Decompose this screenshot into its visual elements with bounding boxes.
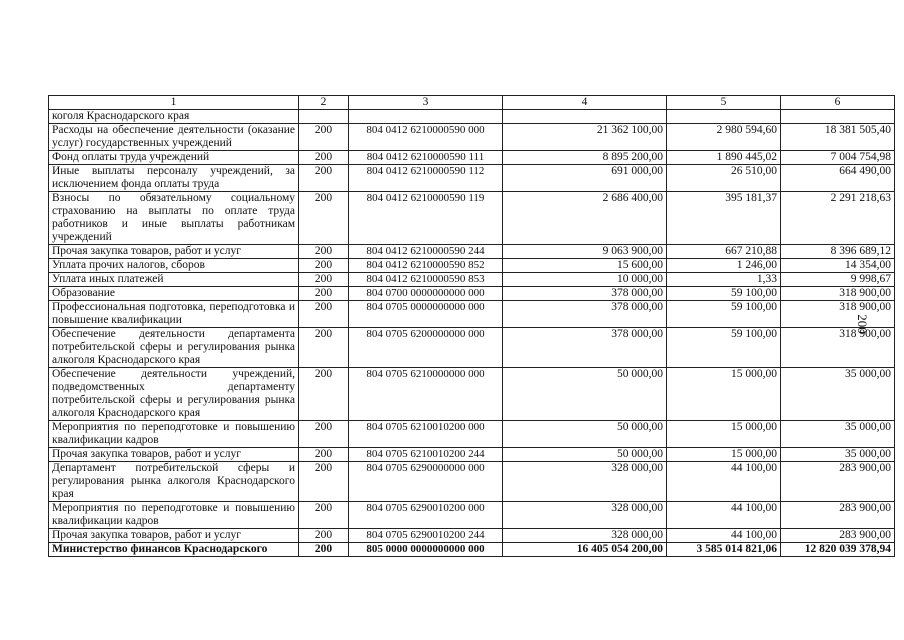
row-code-cell: 200 [299, 273, 349, 287]
row-value-col5: 26 510,00 [667, 165, 781, 192]
row-kbk-cell [349, 110, 503, 124]
row-code-cell: 200 [299, 192, 349, 245]
row-kbk-cell: 804 0705 6290010200 244 [349, 529, 503, 543]
row-value-col6: 7 004 754,98 [781, 151, 895, 165]
header-cell-col6: 6 [781, 96, 895, 110]
row-code-cell: 200 [299, 368, 349, 421]
table-row [49, 448, 895, 462]
header-cell-col5: 5 [667, 96, 781, 110]
row-value-col6: 35 000,00 [781, 368, 895, 421]
row-value-col5: 44 100,00 [667, 502, 781, 529]
row-value-col4: 378 000,00 [503, 287, 667, 301]
row-code-cell: 200 [299, 529, 349, 543]
row-kbk-cell: 804 0412 6210000590 112 [349, 165, 503, 192]
row-value-col5: 3 585 014 821,06 [667, 543, 781, 557]
row-name-cell: Министерство финансов Краснодарского [49, 543, 299, 557]
row-value-col4: 50 000,00 [503, 448, 667, 462]
row-value-col5: 44 100,00 [667, 529, 781, 543]
row-kbk-cell: 804 0705 6290000000 000 [349, 462, 503, 502]
table-row [49, 124, 895, 151]
row-value-col4: 16 405 054 200,00 [503, 543, 667, 557]
row-kbk-cell: 804 0705 0000000000 000 [349, 301, 503, 328]
row-kbk-cell: 804 0700 0000000000 000 [349, 287, 503, 301]
table-row [49, 165, 895, 192]
table-row [49, 259, 895, 273]
row-kbk-cell: 804 0705 6210010200 000 [349, 421, 503, 448]
row-code-cell: 200 [299, 301, 349, 328]
row-value-col4: 378 000,00 [503, 328, 667, 368]
header-cell-col3: 3 [349, 96, 503, 110]
row-value-col6: 18 381 505,40 [781, 124, 895, 151]
row-code-cell: 200 [299, 151, 349, 165]
row-name-cell: Взносы по обязательному социальному страхованию на выплаты по оплате труда работников и иные выплаты работникам учреждений [49, 192, 299, 245]
row-value-col6: 9 998,67 [781, 273, 895, 287]
row-code-cell: 200 [299, 124, 349, 151]
table-row [49, 462, 895, 502]
row-value-col6: 283 900,00 [781, 502, 895, 529]
row-value-col4: 328 000,00 [503, 462, 667, 502]
row-value-col6: 35 000,00 [781, 448, 895, 462]
row-value-col6: 318 900,00 [781, 287, 895, 301]
table-row [49, 192, 895, 245]
row-value-col4: 15 600,00 [503, 259, 667, 273]
row-code-cell: 200 [299, 259, 349, 273]
table-row [49, 368, 895, 421]
row-code-cell: 200 [299, 245, 349, 259]
row-name-cell: Уплата прочих налогов, сборов [49, 259, 299, 273]
row-value-col5: 15 000,00 [667, 421, 781, 448]
row-value-col4: 2 686 400,00 [503, 192, 667, 245]
row-value-col6: 8 396 689,12 [781, 245, 895, 259]
row-code-cell: 200 [299, 462, 349, 502]
row-value-col6: 35 000,00 [781, 421, 895, 448]
row-kbk-cell: 804 0412 6210000590 119 [349, 192, 503, 245]
row-code-cell: 200 [299, 448, 349, 462]
row-value-col6: 2 291 218,63 [781, 192, 895, 245]
table-body [49, 96, 895, 557]
row-kbk-cell: 804 0705 6210010200 244 [349, 448, 503, 462]
row-value-col6 [781, 110, 895, 124]
row-name-cell: Прочая закупка товаров, работ и услуг [49, 245, 299, 259]
row-name-cell: Мероприятия по переподготовке и повышению квалификации кадров [49, 502, 299, 529]
row-value-col5: 59 100,00 [667, 287, 781, 301]
budget-table [48, 95, 895, 557]
row-value-col6: 283 900,00 [781, 462, 895, 502]
row-value-col5: 1,33 [667, 273, 781, 287]
table-row [49, 287, 895, 301]
row-value-col4: 9 063 900,00 [503, 245, 667, 259]
row-name-cell: Прочая закупка товаров, работ и услуг [49, 529, 299, 543]
row-value-col5: 15 000,00 [667, 368, 781, 421]
row-name-cell: Прочая закупка товаров, работ и услуг [49, 448, 299, 462]
header-cell-col2: 2 [299, 96, 349, 110]
row-value-col4: 8 895 200,00 [503, 151, 667, 165]
table-row [49, 529, 895, 543]
row-kbk-cell: 804 0412 6210000590 000 [349, 124, 503, 151]
table-row [49, 301, 895, 328]
row-code-cell: 200 [299, 543, 349, 557]
table-row [49, 110, 895, 124]
header-cell-col4: 4 [503, 96, 667, 110]
row-value-col6: 12 820 039 378,94 [781, 543, 895, 557]
row-value-col4: 50 000,00 [503, 368, 667, 421]
row-value-col5 [667, 110, 781, 124]
row-kbk-cell: 805 0000 0000000000 000 [349, 543, 503, 557]
row-value-col5: 44 100,00 [667, 462, 781, 502]
row-value-col4: 328 000,00 [503, 502, 667, 529]
row-name-cell: Иные выплаты персоналу учреждений, за исключением фонда оплаты труда [49, 165, 299, 192]
row-name-cell: Обеспечение деятельности учреждений, подведомственных департаменту потребительской сферы и регулирования рынка алкоголя Краснодарского края [49, 368, 299, 421]
row-kbk-cell: 804 0705 6200000000 000 [349, 328, 503, 368]
row-code-cell: 200 [299, 421, 349, 448]
row-kbk-cell: 804 0412 6210000590 111 [349, 151, 503, 165]
header-cell-col1: 1 [49, 96, 299, 110]
row-value-col6: 318 900,00 [781, 328, 895, 368]
row-value-col6: 318 900,00 [781, 301, 895, 328]
row-value-col5: 2 980 594,60 [667, 124, 781, 151]
table-row [49, 502, 895, 529]
row-code-cell: 200 [299, 165, 349, 192]
row-value-col6: 14 354,00 [781, 259, 895, 273]
row-code-cell: 200 [299, 328, 349, 368]
row-value-col4: 378 000,00 [503, 301, 667, 328]
row-value-col6: 283 900,00 [781, 529, 895, 543]
row-value-col5: 395 181,37 [667, 192, 781, 245]
row-value-col5: 59 100,00 [667, 301, 781, 328]
row-value-col4: 21 362 100,00 [503, 124, 667, 151]
row-name-cell: Департамент потребительской сферы и регулирования рынка алкоголя Краснодарского края [49, 462, 299, 502]
row-kbk-cell: 804 0412 6210000590 853 [349, 273, 503, 287]
table-row [49, 328, 895, 368]
table-row [49, 273, 895, 287]
row-kbk-cell: 804 0705 6210000000 000 [349, 368, 503, 421]
row-code-cell: 200 [299, 287, 349, 301]
row-value-col5: 59 100,00 [667, 328, 781, 368]
row-name-cell: Обеспечение деятельности департамента потребительской сферы и регулирования рынка алкоголя Краснодарского края [49, 328, 299, 368]
row-name-cell: Мероприятия по переподготовке и повышению квалификации кадров [49, 421, 299, 448]
page-number: 200 [854, 314, 870, 334]
table-row [49, 245, 895, 259]
row-name-cell: коголя Краснодарского края [49, 110, 299, 124]
row-value-col5: 1 890 445,02 [667, 151, 781, 165]
row-value-col6: 664 490,00 [781, 165, 895, 192]
row-value-col4: 10 000,00 [503, 273, 667, 287]
row-name-cell: Фонд оплаты труда учреждений [49, 151, 299, 165]
row-value-col5: 1 246,00 [667, 259, 781, 273]
row-name-cell: Профессиональная подготовка, переподготовка и повышение квалификации [49, 301, 299, 328]
row-kbk-cell: 804 0412 6210000590 244 [349, 245, 503, 259]
row-kbk-cell: 804 0412 6210000590 852 [349, 259, 503, 273]
table-row [49, 151, 895, 165]
row-value-col4: 328 000,00 [503, 529, 667, 543]
header-row [49, 96, 895, 110]
row-name-cell: Образование [49, 287, 299, 301]
row-value-col5: 667 210,88 [667, 245, 781, 259]
row-value-col4 [503, 110, 667, 124]
row-code-cell [299, 110, 349, 124]
table-row [49, 543, 895, 557]
row-value-col4: 691 000,00 [503, 165, 667, 192]
row-name-cell: Расходы на обеспечение деятельности (оказание услуг) государственных учреждений [49, 124, 299, 151]
row-value-col5: 15 000,00 [667, 448, 781, 462]
row-value-col4: 50 000,00 [503, 421, 667, 448]
table-row [49, 421, 895, 448]
row-name-cell: Уплата иных платежей [49, 273, 299, 287]
row-kbk-cell: 804 0705 6290010200 000 [349, 502, 503, 529]
row-code-cell: 200 [299, 502, 349, 529]
